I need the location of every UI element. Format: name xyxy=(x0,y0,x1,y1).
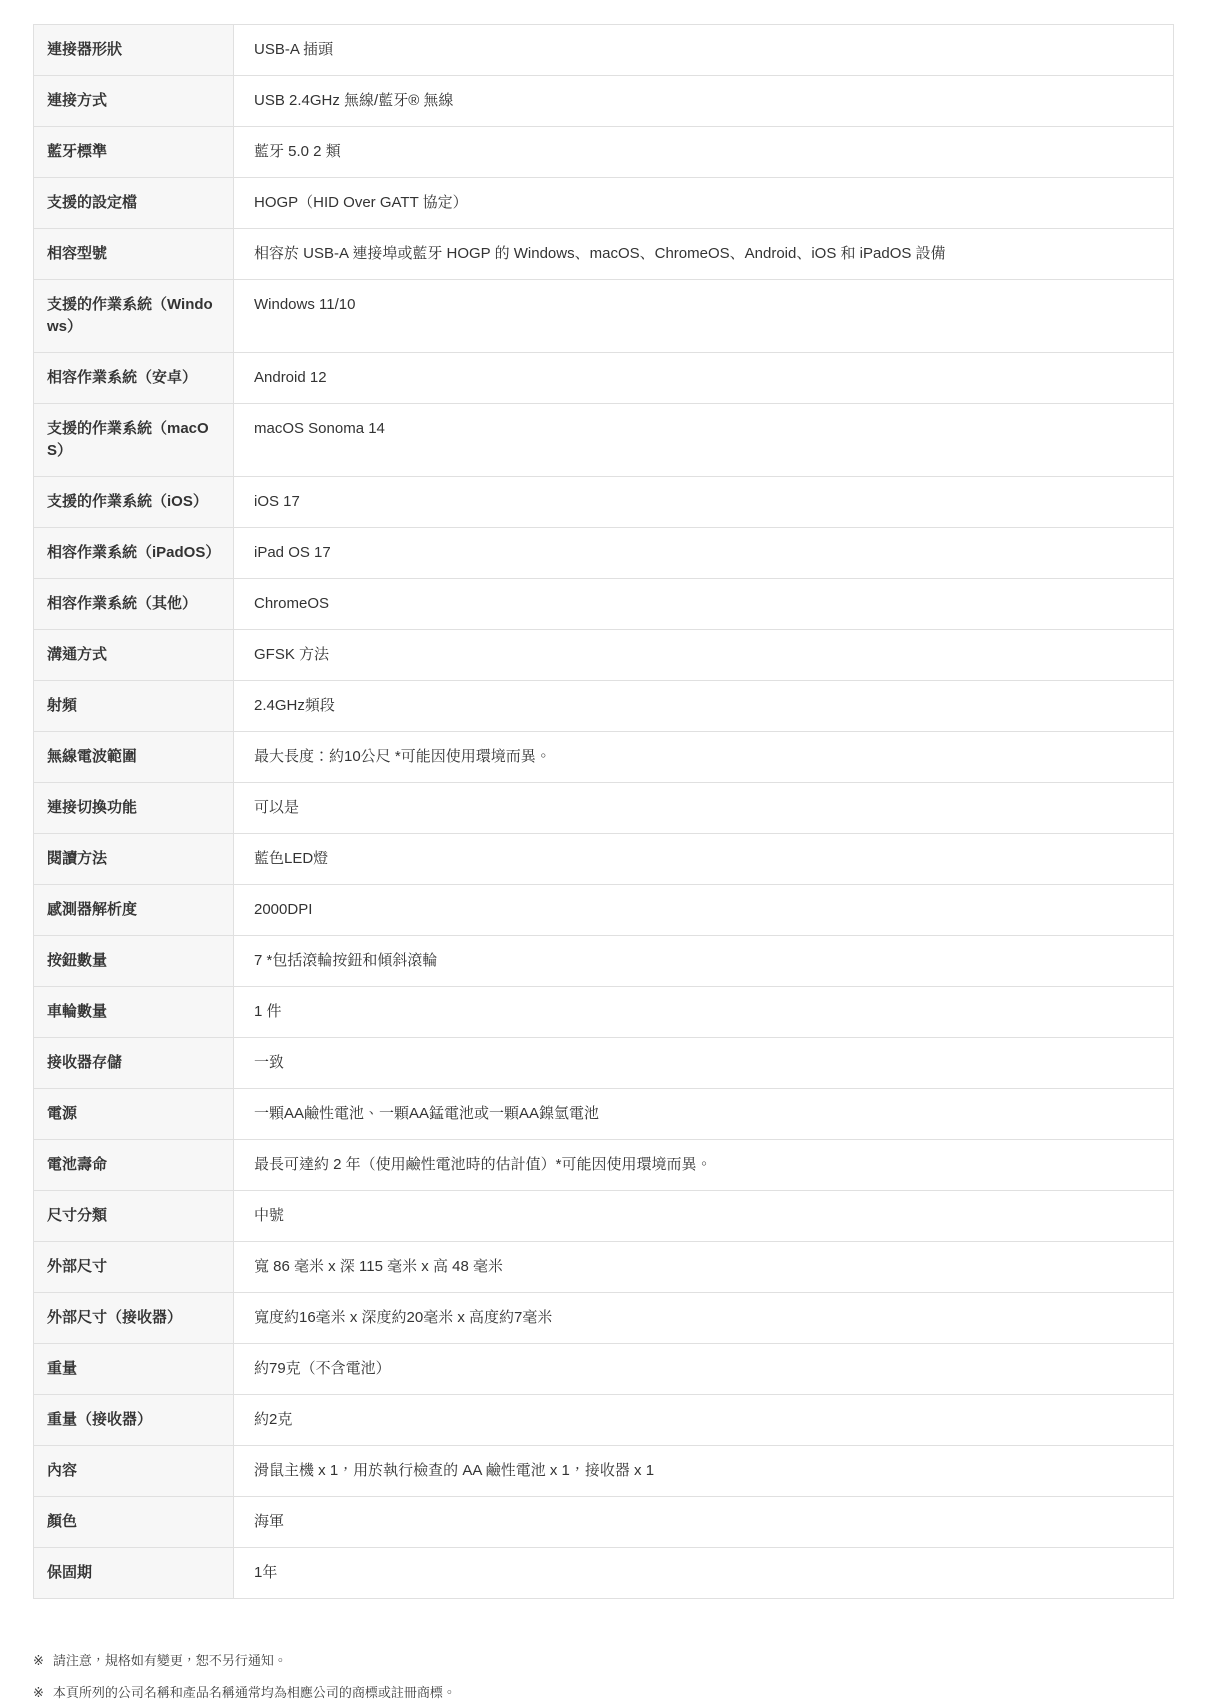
spec-row xyxy=(34,1446,1174,1497)
spec-value: 中號 xyxy=(234,1191,1174,1242)
spec-table xyxy=(33,24,1174,1599)
spec-label: 連接方式 xyxy=(34,76,234,127)
spec-label: 藍牙標準 xyxy=(34,127,234,178)
spec-label: 感測器解析度 xyxy=(34,885,234,936)
reference-mark-icon: ※ xyxy=(33,1685,44,1700)
spec-label: 射頻 xyxy=(34,681,234,732)
spec-label: 保固期 xyxy=(34,1548,234,1599)
spec-row xyxy=(34,178,1174,229)
spec-value: ChromeOS xyxy=(234,579,1174,630)
spec-value: 最長可達約 2 年（使用鹼性電池時的估計值）*可能因使用環境而異。 xyxy=(234,1140,1174,1191)
spec-value: 1 件 xyxy=(234,987,1174,1038)
spec-row xyxy=(34,1242,1174,1293)
spec-value: 一顆AA鹼性電池、一顆AA錳電池或一顆AA鎳氫電池 xyxy=(234,1089,1174,1140)
footnote-text: 本頁所列的公司名稱和產品名稱通常均為相應公司的商標或註冊商標。 xyxy=(52,1685,456,1700)
spec-row xyxy=(34,885,1174,936)
spec-label: 接收器存儲 xyxy=(34,1038,234,1089)
spec-row xyxy=(34,1089,1174,1140)
spec-value: 一致 xyxy=(234,1038,1174,1089)
spec-row xyxy=(34,477,1174,528)
spec-value: HOGP（HID Over GATT 協定） xyxy=(234,178,1174,229)
spec-row xyxy=(34,25,1174,76)
spec-row xyxy=(34,404,1174,477)
spec-label: 外部尺寸（接收器） xyxy=(34,1293,234,1344)
spec-value: GFSK 方法 xyxy=(234,630,1174,681)
spec-value: iOS 17 xyxy=(234,477,1174,528)
spec-label: 支援的作業系統（Windows） xyxy=(34,280,234,353)
spec-value: USB-A 插頭 xyxy=(234,25,1174,76)
spec-value: macOS Sonoma 14 xyxy=(234,404,1174,477)
spec-row xyxy=(34,353,1174,404)
spec-label: 按鈕數量 xyxy=(34,936,234,987)
footnote-text: 請注意，規格如有變更，恕不另行通知。 xyxy=(52,1653,287,1668)
spec-label: 相容型號 xyxy=(34,229,234,280)
spec-label: 溝通方式 xyxy=(34,630,234,681)
spec-label: 相容作業系統（其他） xyxy=(34,579,234,630)
spec-value: Windows 11/10 xyxy=(234,280,1174,353)
spec-row xyxy=(34,1140,1174,1191)
spec-label: 無線電波範圍 xyxy=(34,732,234,783)
spec-row xyxy=(34,1497,1174,1548)
spec-label: 支援的作業系統（macOS） xyxy=(34,404,234,477)
spec-value: 滑鼠主機 x 1，用於執行檢查的 AA 鹼性電池 x 1，接收器 x 1 xyxy=(234,1446,1174,1497)
spec-value: 約79克（不含電池） xyxy=(234,1344,1174,1395)
spec-row xyxy=(34,783,1174,834)
spec-value: iPad OS 17 xyxy=(234,528,1174,579)
spec-row xyxy=(34,1038,1174,1089)
spec-label: 支援的作業系統（iOS） xyxy=(34,477,234,528)
spec-row xyxy=(34,76,1174,127)
spec-row xyxy=(34,229,1174,280)
spec-value: 海軍 xyxy=(234,1497,1174,1548)
spec-value: 2.4GHz頻段 xyxy=(234,681,1174,732)
footnote xyxy=(33,1651,1174,1671)
spec-row xyxy=(34,1344,1174,1395)
spec-label: 閱讀方法 xyxy=(34,834,234,885)
spec-row xyxy=(34,732,1174,783)
spec-value: 寬度約16毫米 x 深度約20毫米 x 高度約7毫米 xyxy=(234,1293,1174,1344)
spec-row xyxy=(34,1293,1174,1344)
spec-value: 相容於 USB-A 連接埠或藍牙 HOGP 的 Windows、macOS、ChromeOS、Android、iOS 和 iPadOS 設備 xyxy=(234,229,1174,280)
spec-label: 重量（接收器） xyxy=(34,1395,234,1446)
spec-label: 支援的設定檔 xyxy=(34,178,234,229)
spec-table-body xyxy=(34,25,1174,1599)
spec-row xyxy=(34,936,1174,987)
reference-mark-icon: ※ xyxy=(33,1653,44,1668)
spec-value: 1年 xyxy=(234,1548,1174,1599)
spec-label: 相容作業系統（iPadOS） xyxy=(34,528,234,579)
spec-label: 連接器形狀 xyxy=(34,25,234,76)
spec-label: 車輪數量 xyxy=(34,987,234,1038)
spec-row xyxy=(34,681,1174,732)
spec-row xyxy=(34,1395,1174,1446)
spec-value: 7 *包括滾輪按鈕和傾斜滾輪 xyxy=(234,936,1174,987)
spec-label: 外部尺寸 xyxy=(34,1242,234,1293)
spec-value: USB 2.4GHz 無線/藍牙® 無線 xyxy=(234,76,1174,127)
spec-label: 電源 xyxy=(34,1089,234,1140)
spec-value: 最大長度：約10公尺 *可能因使用環境而異。 xyxy=(234,732,1174,783)
footnotes xyxy=(33,1651,1174,1703)
spec-value: 藍牙 5.0 2 類 xyxy=(234,127,1174,178)
spec-row xyxy=(34,834,1174,885)
spec-value: 約2克 xyxy=(234,1395,1174,1446)
spec-row xyxy=(34,127,1174,178)
spec-label: 顏色 xyxy=(34,1497,234,1548)
spec-value: 2000DPI xyxy=(234,885,1174,936)
spec-value: 藍色LED燈 xyxy=(234,834,1174,885)
spec-label: 相容作業系統（安卓） xyxy=(34,353,234,404)
spec-row xyxy=(34,579,1174,630)
spec-label: 連接切換功能 xyxy=(34,783,234,834)
spec-label: 尺寸分類 xyxy=(34,1191,234,1242)
spec-value: 可以是 xyxy=(234,783,1174,834)
spec-value: 寬 86 毫米 x 深 115 毫米 x 高 48 毫米 xyxy=(234,1242,1174,1293)
spec-label: 內容 xyxy=(34,1446,234,1497)
spec-row xyxy=(34,528,1174,579)
spec-value: Android 12 xyxy=(234,353,1174,404)
spec-row xyxy=(34,630,1174,681)
spec-row xyxy=(34,1191,1174,1242)
spec-row xyxy=(34,987,1174,1038)
spec-label: 重量 xyxy=(34,1344,234,1395)
footnote xyxy=(33,1683,1174,1703)
spec-row xyxy=(34,1548,1174,1599)
spec-label: 電池壽命 xyxy=(34,1140,234,1191)
spec-row xyxy=(34,280,1174,353)
